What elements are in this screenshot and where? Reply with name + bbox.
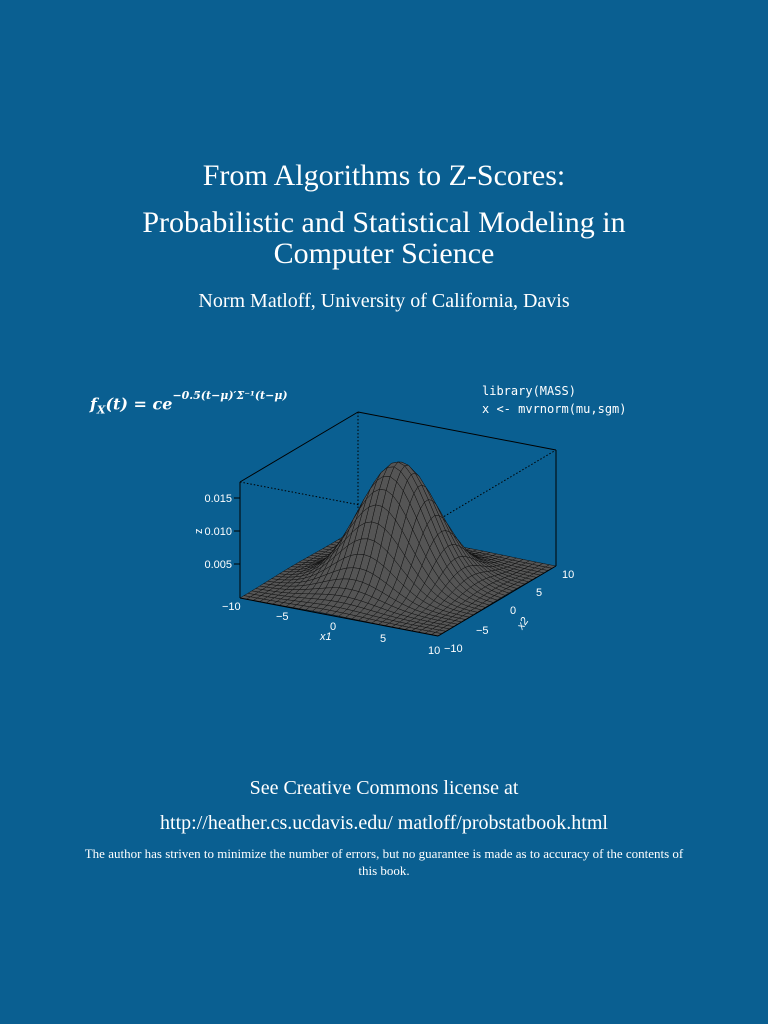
x1-tick-label: −5 [276,611,289,623]
box-edge [438,450,556,520]
x1-tick-label: −10 [222,601,241,613]
x1-axis-label: x1 [320,631,332,643]
x1-tick-label: 0 [330,621,337,633]
title-line-2: Probabilistic and Statistical Modeling in [142,206,626,239]
surface-mesh [240,462,556,636]
disclaimer-text: The author has striven to minimize the number of errors, but no guarantee is made as to accuracy of the contents of this book. [84,846,684,878]
x2-tick-label: 10 [562,569,575,581]
code-line-1: library(MASS) [482,384,576,398]
license-notice: See Creative Commons license at [249,777,519,799]
title-line-3: Computer Science [273,237,495,270]
title-line-1: From Algorithms to Z-Scores: [202,159,566,192]
box-edge [358,412,556,450]
license-url[interactable]: http://heather.cs.ucdavis.edu/ matloff/probstatbook.html [160,812,608,834]
formula-lhs: f [90,394,97,414]
z-axis-label: z [193,528,205,534]
x1-tick-label: 10 [428,645,441,657]
z-tick-label: 0.005 [204,559,232,571]
box-edge [240,412,358,482]
x2-tick-label: −10 [444,643,463,655]
z-tick-label: 0.015 [204,493,232,505]
bivariate-normal-surface-plot [180,400,600,670]
formula-exponent: −0.5(t−μ)′Σ⁻¹(t−μ) [172,389,288,402]
code-line-2: x <- mvrnorm(mu,sgm) [482,402,627,416]
formula-mid: (t) = ce [105,394,173,414]
x2-tick-label: −5 [476,625,489,637]
x2-tick-label: 5 [536,587,543,599]
z-axis [234,498,240,564]
x1-tick-label: 5 [380,633,387,645]
z-tick-label: 0.010 [204,526,232,538]
x2-axis-label: x2 [514,615,532,632]
formula-sub: X [96,403,106,417]
x2-tick-label: 0 [510,605,517,617]
author-line: Norm Matloff, University of California, Davis [198,290,570,312]
